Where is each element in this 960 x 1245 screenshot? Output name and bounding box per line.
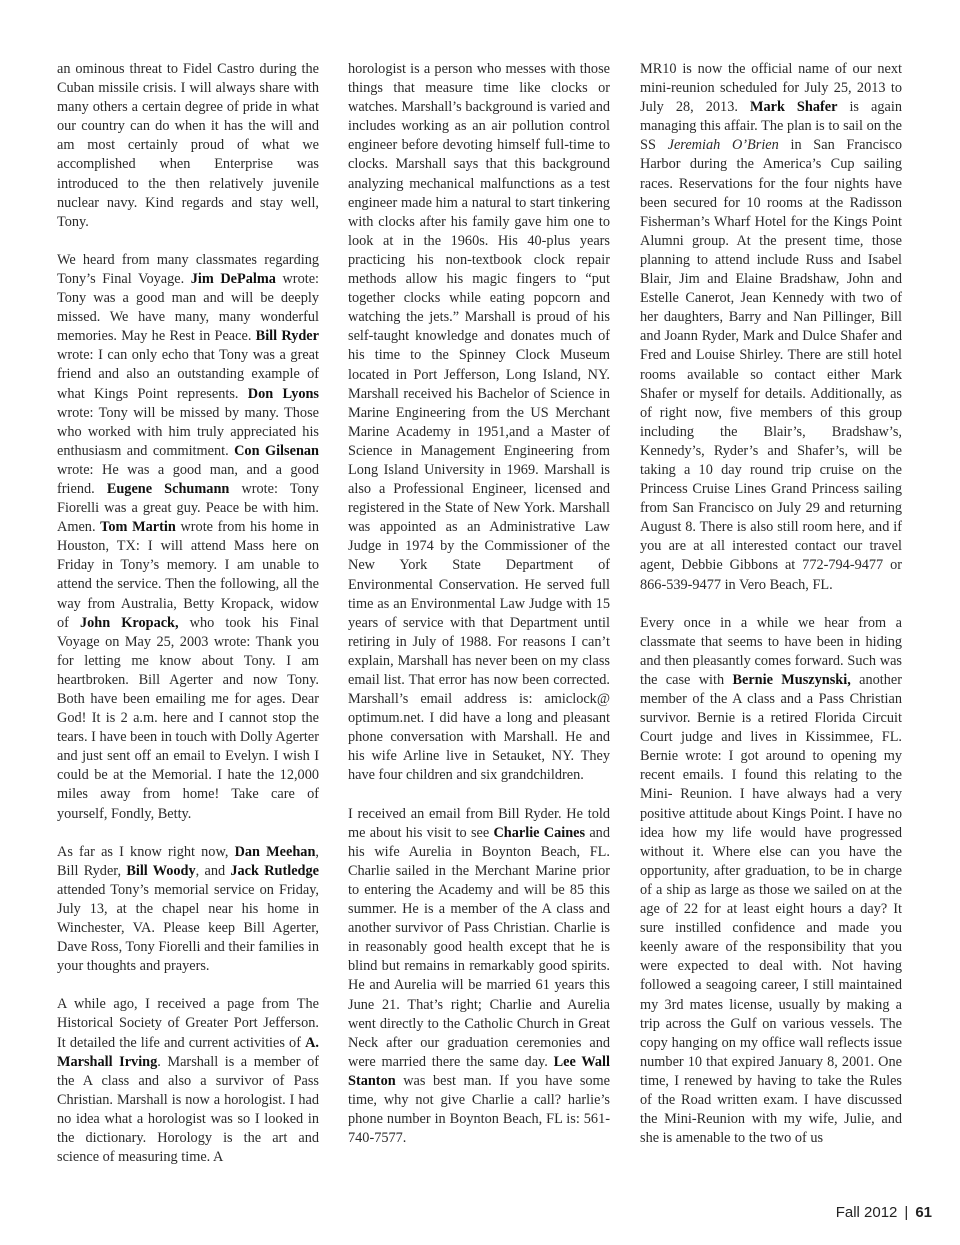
text-run: wrote: He was a good man, and a good friend.: [57, 461, 319, 497]
name-highlight: Charlie Caines: [493, 824, 586, 841]
text-run: A while ago, I received a page from The Historical Society of Greater Port Jefferson. It detailed the life and current activities of: [57, 996, 319, 1051]
text-run: was best man. If you have some time, why not give Charlie a call? harlie’s phone number in Boynton Beach, FL is: 561-740-7577.: [348, 1072, 610, 1147]
text-run: wrote from his home in Houston, TX: I will attend Mass here on Friday in Tony’s memory. I am unable to attend the service. Then the following, all the way from Australia, Betty Kropack, widow of: [57, 519, 319, 631]
text-run: wrote: Tony will be missed by many. Those who worked with him truly appreciated his enthusiasm and commitment.: [57, 404, 319, 459]
article-column-1: [57, 60, 319, 1186]
ship-name: Jeremiah O’Brien: [667, 137, 779, 154]
text-run: is again managing this affair. The plan is to sail on the SS: [640, 99, 902, 154]
name-highlight: Bill Ryder: [255, 328, 319, 345]
text-run: horologist is a person who messes with those things that measure time like clocks or watches. Marshall’s background is varied and includes working as an air pollution control engineer before devoting himself full-time to clocks. Marshall says that this background analyzing mechanical malfunctions as a test engineer made him a natural to start tinkering with clocks after his family gave him one to look at in the 1960s. His 40-plus years practicing his non-textbook clock repair methods allow his magic fingers to “put together clocks while eating popcorn and watching the jets.” Marshall is proud of his self-taught knowledge and donates much of his time to the Spinney Clock Museum located in Port Jefferson, Long Island, NY. Marshall received his Bachelor of Science in Marine Engineering from the US Merchant Marine Academy in 1951,and a Master of Science in Management Engineering from Long Island University in 1969. Marshall is also a Professional Engineer, licensed and registered in the State of New York. Marshall was appointed as an Administrative Law Judge in 1974 by the Commissioner of the New York State Department of Environmental Conservation. He served full time as an Environmental Law Judge with 15 years of service with that Department until retiring in July of 1988. For reasons I can’t explain, Marshall has never been on my class email list. That error has now been corrected. Marshall’s email address is: amiclock@ optimum.net. I did have a long and pleasant phone conversation with Marshall. He and his wife Arline live in Setauket, NY. They have four children and six grandchildren.: [348, 61, 610, 784]
page-number: 61: [915, 1204, 932, 1221]
text-run: We heard from many classmates regarding Tony’s Final Voyage.: [57, 251, 319, 287]
name-highlight: John Kropack,: [79, 614, 179, 631]
name-highlight: A. Marshall Irving: [57, 1034, 319, 1070]
paragraph: [57, 251, 319, 824]
paragraph: [640, 614, 902, 1149]
name-highlight: Tom Martin: [100, 519, 176, 536]
text-run: and his wife Aurelia in Boynton Beach, FL. Charlie sailed in the Merchant Marine prior to entering the Academy and will be 85 this summer. He is a member of the A class and another survivor of Pass Christian. Charlie is in reasonably good health except that he is blind but remains in remarkably good spirits. He and Aurelia will be married 61 years this June 21. That’s right; Charlie and Aurelia went directly to the Catholic Church in Great Neck after our graduation ceremonies and were married there the same day.: [348, 824, 610, 1070]
name-highlight: Dan Meehan: [234, 843, 316, 860]
text-run: , Bill Ryder,: [57, 843, 319, 879]
page-footer: [836, 1204, 932, 1221]
article-column-2: [348, 60, 610, 1167]
paragraph: [640, 60, 902, 595]
text-run: an ominous threat to Fidel Castro during the Cuban missile crisis. I will always share with many others a certain degree of pride in what our country can do when it has the will and am most certainly proud of what we accomplished when Enterprise was introduced to the then relatively juvenile nuclear navy. Kind regards and stay well, Tony.: [57, 61, 319, 230]
name-highlight: Bill Woody: [126, 862, 196, 879]
paragraph: [57, 60, 319, 232]
name-highlight: Con Gilsenan: [234, 442, 319, 459]
text-run: another member of the A class and a Pass Christian survivor. Bernie is a retired Florida Circuit Court judge and lives in Kissimmee, FL. Bernie wrote: I got around to opening my recent emails. I found this relating to the Mini- Reunion. I have always had a very positive attitude about Kings Point. I have no idea how my life would have progressed without it. Where else can you have the opportunity, after graduation, to be in charge of a ship as large as those we sailed on at the age of 22 for at least eight hours a day? It sure instilled confidence and made you keenly aware of the responsibility that you were expected to deal with. Not having followed a seagoing career, I still maintained my 3rd mates license, usually by making a trip across the Gulf on various vessels. The copy hanging on my office wall reflects issue number 10 that expired January 8, 2001. One time, I renewed by having to take the Rules of the Road written exam. I have discussed the Mini-Reunion with my wife, Julie, and she is amenable to the two of us: [640, 671, 902, 1147]
name-highlight: Eugene Schumann: [106, 480, 230, 497]
text-run: As far as I know right now,: [57, 843, 235, 860]
name-highlight: Jim DePalma: [190, 270, 276, 287]
footer-separator: |: [904, 1204, 909, 1221]
issue-label: Fall 2012: [835, 1204, 898, 1221]
paragraph: [348, 60, 610, 786]
name-highlight: Don Lyons: [247, 385, 320, 402]
text-run: who took his Final Voyage on May 25, 2003 wrote: Thank you for letting me know about Tony. I am heartbroken. Bill Agerter and now Tony. Both have been emailing me for ages. Dear God! It is 2 a.m. here and I cannot stop the tears. I have been in touch with Dolly Agerter and just sent off an email to Evelyn. I wish I could be at the Memorial. I hate the 12,000 miles away from home! Take care of yourself, Fondly, Betty.: [57, 614, 319, 822]
paragraph: [57, 843, 319, 977]
text-run: I received an email from Bill Ryder. He told me about his visit to see: [348, 805, 610, 841]
text-run: in San Francisco Harbor during the America’s Cup sailing races. Reservations for the four nights have been secured for 10 rooms at the Radisson Fisherman’s Wharf Hotel for the Kings Point Alumni group. At the present time, those planning to attend include Russ and Isabel Blair, Jim and Elaine Bradshaw, John and Estelle Canerot, Jean Kennedy with two of her daughters, Barry and Nan Pillinger, Bill and Joann Ryder, Mark and Dulce Shafer and Fred and Louise Shirley. There are still hotel rooms available so contact either Mark Shafer or myself for details. Additionally, as of right now, five members of this group including the Blair’s, Bradshaw’s, Kennedy’s, Ryder’s and Shafer’s, will be taking a 10 day round trip cruise on the Princess Cruise Lines Grand Princess sailing from San Francisco on July 29 and returning August 8. There is also still room here, and if you are at all interested contact our travel agent, Debbie Gibbons at 772-794-9477 or 866-539-9477 in Vero Beach, FL.: [640, 137, 902, 593]
text-run: wrote: Tony was a good man and will be deeply missed. We have many, many wonderful memories. May he Rest in Peace.: [57, 270, 320, 345]
text-run: wrote: Tony Fiorelli was a great guy. Peace be with him. Amen.: [57, 480, 319, 536]
name-highlight: Jack Rutledge: [230, 862, 319, 879]
text-run: , and: [195, 862, 231, 879]
text-run: Every once in a while we hear from a classmate that seems to have been in hiding and then pleasantly comes forward. Such was the case with: [640, 614, 902, 688]
name-highlight: Lee Wall Stanton: [348, 1053, 610, 1089]
paragraph: [57, 995, 319, 1167]
text-run: attended Tony’s memorial service on Friday, July 13, at the chapel near his home in Winchester, VA. Please keep Bill Agerter, Dave Ross, Tony Fiorelli and their families in your thoughts and prayers.: [57, 881, 319, 975]
paragraph: [348, 805, 610, 1149]
text-run: MR10 is now the official name of our next mini-reunion scheduled for July 25, 2013 to July 28, 2013.: [640, 61, 902, 116]
text-run: wrote: I can only echo that Tony was a great friend and also an outstanding example of what Kings Point represents.: [57, 347, 319, 402]
name-highlight: Bernie Muszynski,: [732, 671, 851, 688]
article-column-3: [640, 60, 902, 1167]
text-run: . Marshall is a member of the A class and also a survivor of Pass Christian. Marshall is now a horologist. I had no idea what a horologist was so I looked in the dictionary. Horology is the art and science of measuring time. A: [57, 1053, 319, 1166]
name-highlight: Mark Shafer: [749, 99, 838, 116]
